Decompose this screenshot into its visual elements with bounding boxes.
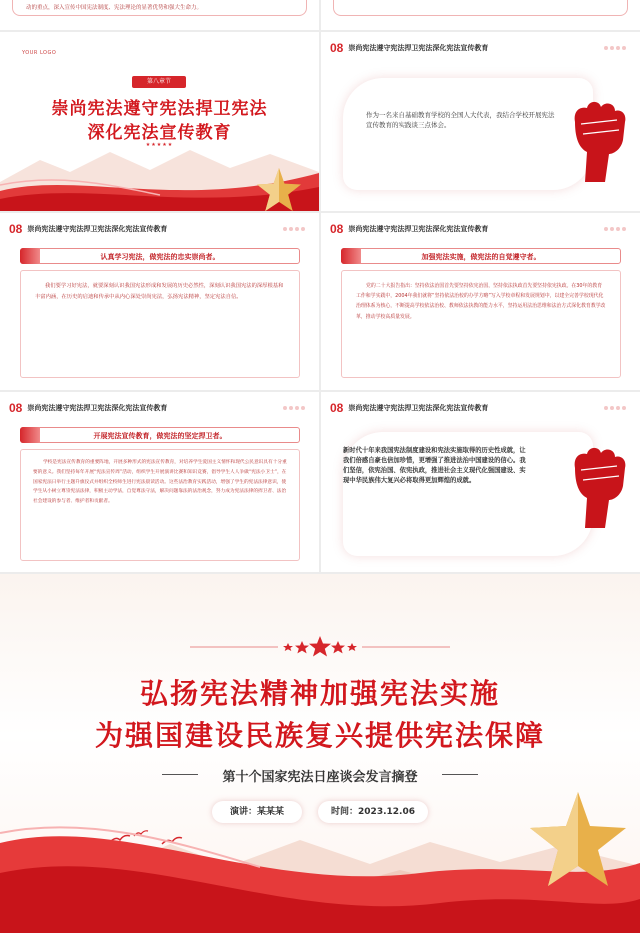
star-row-decoration [190, 636, 450, 658]
point-body: 学校是宪法宣传教育的重要阵地，开展多种形式的宪法宣传教育，对培养学生爱国主义情怀和现代公民意识具有十分重要的意义。我们坚持每年开展“宪法宣传周”活动，组织学生开展演讲比赛和知识竞赛，倡导学生人人争做“宪法小卫士”，在国家宪法日举行主题升旗仪式并组织全校师生进行宪法晨读活动。这些法治教育实践活动，增强了学生的宪法法律意识，使学生从小树立尊崇宪法法律，积极主动学法，自觉尊法守法，解决问题靠法的法治观念，努力成为宪法法律的捍卫者、法治社会建设的参与者、维护者和贡献者。 [33, 460, 287, 505]
decor-dots [604, 46, 626, 50]
section-number: 08 [9, 222, 23, 236]
section-header [330, 222, 488, 236]
point-body-box [341, 270, 621, 378]
chapter-title-line1: 崇尚宪法遵守宪法捍卫宪法 [51, 99, 268, 119]
slide-point-3[interactable] [0, 392, 319, 572]
slide-top-partial-right [321, 0, 640, 30]
cover-subtitle: 第十个国家宪法日座谈会发言摘登 [222, 770, 418, 785]
top-slide-text: 动的重点，深入宣传中国宪法制度、宪法理论的显著优势和强大生命力。 [26, 5, 203, 11]
point-heading-box [20, 427, 300, 443]
chapter-title-line2: 深化宪法宣传教育 [87, 123, 232, 143]
point-heading: 开展宪法宣传教育，做宪法的坚定捍卫者。 [93, 432, 227, 440]
chapter-badge: 第八章节 [132, 76, 186, 88]
point-heading: 认真学习宪法，做宪法的忠实崇尚者。 [100, 253, 220, 261]
star-row: ★★★★★ [145, 142, 174, 148]
slide-intro[interactable] [321, 32, 640, 211]
decor-dots [283, 227, 305, 231]
point-body: 我们要学习好宪法，就要深刻认识我国宪法形成和发展的历史必然性，深刻认识我国宪法的深厚根基和丰富内涵，在历史的启迪和传承中从内心深处崇尚宪法，弘扬宪法精神，坚定宪法自信。 [35, 283, 284, 300]
section-title: 崇尚宪法遵守宪法捍卫宪法深化宪法宣传教育 [348, 404, 489, 412]
section-number: 08 [9, 401, 23, 415]
slide-point-2[interactable] [321, 213, 640, 390]
section-title: 崇尚宪法遵守宪法捍卫宪法深化宪法宣传教育 [27, 225, 168, 233]
slide-top-partial-left [0, 0, 319, 30]
point-heading-box [341, 248, 621, 264]
cover-title-line2: 为强国建设民族复兴提供宪法保障 [94, 719, 545, 752]
intro-text: 作为一名来自基础教育学校的全国人大代表，我结合学校开展宪法宣传教育的实践谈三点体会。 [366, 111, 555, 129]
logo-text: YOUR LOGO [22, 50, 57, 56]
decor-dots [604, 406, 626, 410]
slide-point-1[interactable] [0, 213, 319, 390]
intro-card [343, 78, 593, 190]
point-body-box [20, 270, 300, 378]
section-header [9, 222, 167, 236]
section-number: 08 [330, 401, 344, 415]
section-header [330, 41, 488, 55]
decor-dots [283, 406, 305, 410]
subtitle-line-right [442, 774, 478, 775]
cover-title-line1: 弘扬宪法精神加强宪法实施 [139, 677, 500, 710]
point-heading-box [20, 248, 300, 264]
date-pill: 时间：2023.12.06 [318, 801, 428, 823]
star-icon [528, 792, 628, 888]
section-number: 08 [330, 41, 344, 55]
point-body: 党的二十大报告指出：坚持依法治国首先要坚持依宪治国，坚持依法执政首先要坚持依宪执政。在30年的教育工作和学实践中，2004年我们就将“坚持依法治校的办学方略”写入学校章程和发展规划中，以建全完善学校现代化治理体系为核心，不断提高学校依法治校、教师依法执教的能力水平，坚持运用法治思维和法治方式深化教育教学改革，推动学校高质量发展。 [356, 283, 606, 320]
point-heading: 加强宪法实施，做宪法的自觉遵守者。 [421, 253, 541, 261]
section-header [330, 401, 488, 415]
section-title: 崇尚宪法遵守宪法捍卫宪法深化宪法宣传教育 [348, 225, 489, 233]
summary-text: 新时代十年来我国宪法制度建设和宪法实施取得的历史性成就，让我们倍感自豪也倍加珍惜，更增强了推进法治中国建设的信心。我们坚信，依宪治国、依宪执政，推进社会主义现代化强国建设、实现中华民族伟大复兴必将取得更加辉煌的成就。 [343, 447, 526, 484]
star-icon [256, 168, 302, 211]
section-title: 崇尚宪法遵守宪法捍卫宪法深化宪法宣传教育 [27, 404, 168, 412]
slide-cover[interactable] [0, 574, 640, 933]
fist-icon [565, 92, 629, 182]
section-number: 08 [330, 222, 344, 236]
slide-chapter-title[interactable] [0, 32, 319, 211]
decor-dots [604, 227, 626, 231]
fist-icon [565, 438, 629, 528]
point-body-box [20, 449, 300, 561]
section-header [9, 401, 167, 415]
speaker-pill: 演讲：某某某 [212, 801, 302, 823]
section-title: 崇尚宪法遵守宪法捍卫宪法深化宪法宣传教育 [348, 44, 489, 52]
slide-summary[interactable] [321, 392, 640, 572]
top-empty-card [333, 0, 628, 16]
